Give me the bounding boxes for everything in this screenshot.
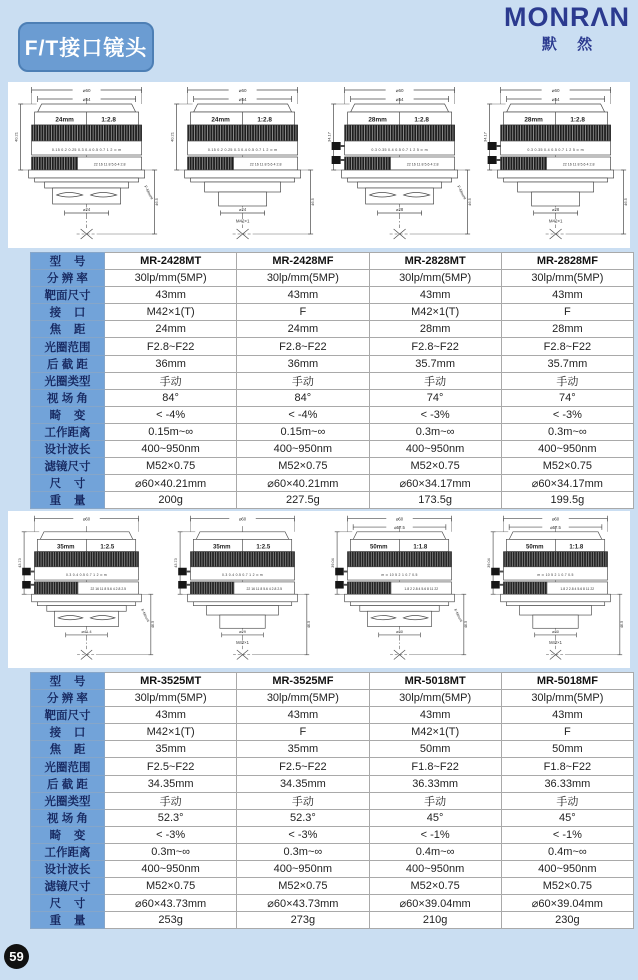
spec-cell: 30lp/mm(5MP): [501, 270, 633, 287]
svg-text:46.5: 46.5: [151, 620, 156, 629]
spec-cell: 199.5g: [501, 492, 633, 509]
spec-row-label: 型 号: [31, 673, 105, 690]
spec-cell: M52×0.75: [501, 458, 633, 475]
svg-text:⌀60: ⌀60: [551, 516, 559, 522]
spec-row: [31, 270, 634, 287]
spec-cell: 24mm: [237, 321, 369, 338]
spec-row-label: 接 口: [31, 304, 105, 321]
spec-cell: 0.3m~∞: [501, 423, 633, 440]
spec-cell: 34.35mm: [237, 775, 369, 792]
svg-text:m ∞ 10 5 2 1 0.7 0.5: m ∞ 10 5 2 1 0.7 0.5: [380, 573, 418, 578]
spec-cell: 0.4m~∞: [369, 843, 501, 860]
spec-row-label: 工作距离: [31, 423, 105, 440]
spec-cell: < -1%: [369, 826, 501, 843]
svg-text:M42×1: M42×1: [548, 639, 562, 645]
svg-text:22 16 11 8 5.6 4 2.8: 22 16 11 8 5.6 4 2.8: [93, 162, 126, 167]
spec-cell: 227.5g: [237, 492, 369, 509]
svg-text:1:2.8: 1:2.8: [101, 116, 116, 124]
spec-cell: 74°: [501, 389, 633, 406]
spec-cell: M52×0.75: [501, 878, 633, 895]
spec-cell: 43mm: [237, 707, 369, 724]
spec-row-label: 焦 距: [31, 321, 105, 338]
svg-text:46.5: 46.5: [463, 620, 468, 629]
spec-row: [31, 423, 634, 440]
svg-text:F-Mount: F-Mount: [455, 184, 468, 201]
svg-text:1:2.5: 1:2.5: [100, 544, 115, 551]
svg-text:1:2.8: 1:2.8: [413, 116, 429, 124]
spec-cell: M52×0.75: [105, 878, 237, 895]
svg-text:1.8 2 2.8 4 5.6 8 11 22: 1.8 2 2.8 4 5.6 8 11 22: [560, 587, 594, 592]
spec-cell: 30lp/mm(5MP): [369, 270, 501, 287]
svg-text:⌀29: ⌀29: [239, 629, 247, 635]
spec-row-label: 畸 变: [31, 826, 105, 843]
brand-name: MONRΛN: [504, 2, 630, 32]
spec-cell: 手动: [501, 792, 633, 809]
svg-text:22 16 11 8 5.6 4 2.8: 22 16 11 8 5.6 4 2.8: [250, 162, 282, 167]
spec-cell: 36.33mm: [501, 775, 633, 792]
spec-row-label: 畸 变: [31, 406, 105, 423]
spec-cell: 43mm: [105, 287, 237, 304]
model-cell: MR-2428MF: [237, 253, 369, 270]
svg-text:m ∞ 10 5 2 1 0.7 0.5: m ∞ 10 5 2 1 0.7 0.5: [537, 573, 574, 578]
svg-text:1:2.5: 1:2.5: [256, 544, 271, 551]
spec-cell: 手动: [237, 792, 369, 809]
svg-text:28mm: 28mm: [367, 116, 387, 124]
svg-text:M42×1: M42×1: [236, 218, 250, 224]
spec-row: [31, 287, 634, 304]
spec-row-label: 滤镜尺寸: [31, 458, 105, 475]
svg-text:0.3 0.4 0.5 0.7 1 2 ∞ m: 0.3 0.4 0.5 0.7 1 2 ∞ m: [66, 573, 108, 578]
spec-cell: M52×0.75: [237, 458, 369, 475]
spec-row-label: 靶面尺寸: [31, 287, 105, 304]
spec-cell: 43mm: [369, 287, 501, 304]
spec-cell: < -4%: [105, 406, 237, 423]
spec-cell: 400~950nm: [501, 441, 633, 458]
spec-table-2: [30, 672, 634, 929]
spec-cell: 400~950nm: [237, 861, 369, 878]
svg-text:46.5: 46.5: [622, 198, 628, 206]
svg-text:⌀54: ⌀54: [395, 96, 403, 102]
spec-cell: 35.7mm: [501, 355, 633, 372]
spec-cell: 30lp/mm(5MP): [105, 690, 237, 707]
spec-cell: 28mm: [369, 321, 501, 338]
spec-row-label: 设计波长: [31, 861, 105, 878]
spec-cell: M52×0.75: [105, 458, 237, 475]
spec-cell: 0.4m~∞: [501, 843, 633, 860]
spec-cell: 手动: [105, 792, 237, 809]
spec-cell: 30lp/mm(5MP): [501, 690, 633, 707]
lens-technical-drawing: [8, 82, 161, 248]
svg-text:46.5: 46.5: [466, 198, 472, 206]
spec-cell: 0.3m~∞: [105, 843, 237, 860]
spec-cell: M52×0.75: [369, 458, 501, 475]
model-cell: MR-2828MT: [369, 253, 501, 270]
spec-cell: 400~950nm: [501, 861, 633, 878]
spec-row-label: 分 辨 率: [31, 270, 105, 287]
svg-text:22 16 11 8 5.6 4 2.8 2.5: 22 16 11 8 5.6 4 2.8 2.5: [90, 587, 127, 592]
svg-text:1:1.8: 1:1.8: [412, 544, 427, 551]
spec-table-1: [30, 252, 634, 509]
spec-cell: 50mm: [501, 741, 633, 758]
spec-cell: 400~950nm: [105, 861, 237, 878]
spec-row: [31, 792, 634, 809]
spec-cell: 24mm: [105, 321, 237, 338]
page-number-badge: 59: [4, 944, 29, 969]
spec-cell: M42×1(T): [369, 724, 501, 741]
svg-text:⌀60: ⌀60: [239, 516, 247, 522]
spec-row-label: 工作距离: [31, 843, 105, 860]
spec-row: [31, 372, 634, 389]
spec-row: [31, 321, 634, 338]
svg-text:⌀30: ⌀30: [395, 629, 403, 635]
svg-text:46.5: 46.5: [154, 198, 160, 206]
spec-cell: F2.8~F22: [105, 338, 237, 355]
spec-row-label: 设计波长: [31, 441, 105, 458]
svg-text:F-Mount: F-Mount: [452, 608, 463, 623]
svg-text:⌀60: ⌀60: [239, 87, 247, 93]
spec-row-label: 型 号: [31, 253, 105, 270]
spec-cell: 50mm: [369, 741, 501, 758]
spec-row: [31, 253, 634, 270]
svg-text:0.3 0.35 0.4 0.5 0.7 1 2 5: 0.3 0.35 0.4 0.5 0.7 1 2 5 ∞ m: [527, 147, 584, 152]
spec-row-label: 光圈范围: [31, 758, 105, 775]
spec-cell: 0.3m~∞: [369, 423, 501, 440]
spec-cell: 43mm: [369, 707, 501, 724]
spec-cell: 200g: [105, 492, 237, 509]
svg-text:24mm: 24mm: [55, 116, 74, 124]
svg-text:M42×1: M42×1: [236, 639, 250, 645]
spec-row: [31, 861, 634, 878]
spec-cell: ⌀60×43.73mm: [105, 895, 237, 912]
svg-text:22 16 11 8 5.6 4 2.8: 22 16 11 8 5.6 4 2.8: [562, 162, 595, 167]
spec-row: [31, 441, 634, 458]
spec-cell: M42×1(T): [105, 304, 237, 321]
svg-text:⌀41.4: ⌀41.4: [81, 629, 92, 635]
svg-text:⌀54: ⌀54: [551, 96, 560, 102]
spec-row-label: 滤镜尺寸: [31, 878, 105, 895]
spec-cell: 手动: [237, 372, 369, 389]
spec-row-label: 尺 寸: [31, 475, 105, 492]
svg-text:⌀60: ⌀60: [82, 516, 91, 522]
svg-text:⌀54: ⌀54: [239, 96, 247, 102]
spec-cell: F2.8~F22: [501, 338, 633, 355]
lens-technical-drawing: [8, 511, 161, 668]
svg-text:39.04: 39.04: [486, 558, 491, 568]
brand-logo: [504, 4, 630, 54]
svg-text:35mm: 35mm: [56, 544, 75, 551]
spec-cell: 0.3m~∞: [237, 843, 369, 860]
svg-text:1:1.8: 1:1.8: [569, 544, 583, 551]
spec-cell: 28mm: [501, 321, 633, 338]
spec-cell: 43mm: [501, 287, 633, 304]
spec-cell: 手动: [369, 792, 501, 809]
spec-row-label: 后 截 距: [31, 775, 105, 792]
spec-row: [31, 355, 634, 372]
svg-text:0.15 0.2 0.25 0.3 0.4 0.5 0.7: 0.15 0.2 0.25 0.3 0.4 0.5 0.7 1 2 ∞ m: [51, 147, 122, 152]
spec-row: [31, 724, 634, 741]
spec-cell: 400~950nm: [105, 441, 237, 458]
spec-cell: ⌀60×34.17mm: [501, 475, 633, 492]
brand-name-chinese: 默 然: [541, 36, 601, 53]
spec-row-label: 重 量: [31, 912, 105, 929]
svg-text:0.15 0.2 0.25 0.3 0.4 0.5 0.7: 0.15 0.2 0.25 0.3 0.4 0.5 0.7 1 2 ∞ m: [208, 147, 278, 152]
spec-row: [31, 673, 634, 690]
lens-technical-drawing: [477, 82, 630, 248]
spec-cell: 273g: [237, 912, 369, 929]
page-title: F/T接口镜头: [18, 22, 154, 72]
spec-cell: ⌀60×40.21mm: [105, 475, 237, 492]
svg-text:⌀57.5: ⌀57.5: [393, 524, 405, 530]
svg-text:43.73: 43.73: [18, 558, 23, 568]
spec-row: [31, 475, 634, 492]
spec-row: [31, 406, 634, 423]
spec-row-label: 光圈类型: [31, 372, 105, 389]
spec-row-label: 视 场 角: [31, 809, 105, 826]
spec-cell: 0.15m~∞: [237, 423, 369, 440]
svg-text:24mm: 24mm: [211, 116, 231, 124]
spec-cell: < -3%: [237, 826, 369, 843]
spec-cell: M42×1(T): [105, 724, 237, 741]
svg-text:⌀24: ⌀24: [83, 207, 91, 213]
spec-cell: F: [501, 304, 633, 321]
svg-text:1:2.8: 1:2.8: [257, 116, 273, 124]
spec-row-label: 尺 寸: [31, 895, 105, 912]
spec-row: [31, 304, 634, 321]
spec-row: [31, 878, 634, 895]
spec-cell: 43mm: [105, 707, 237, 724]
spec-cell: F: [501, 724, 633, 741]
spec-cell: 36mm: [237, 355, 369, 372]
spec-cell: ⌀60×39.04mm: [369, 895, 501, 912]
spec-cell: F1.8~F22: [501, 758, 633, 775]
spec-cell: 43mm: [501, 707, 633, 724]
spec-cell: M52×0.75: [369, 878, 501, 895]
svg-text:⌀60: ⌀60: [551, 87, 560, 93]
svg-text:⌀57.5: ⌀57.5: [549, 524, 561, 530]
spec-cell: 35mm: [105, 741, 237, 758]
svg-text:⌀60: ⌀60: [395, 87, 403, 93]
svg-text:⌀54: ⌀54: [82, 96, 91, 102]
spec-cell: 84°: [105, 389, 237, 406]
spec-cell: F2.5~F22: [105, 758, 237, 775]
spec-cell: 34.35mm: [105, 775, 237, 792]
spec-row: [31, 389, 634, 406]
lens-technical-drawing: [477, 511, 630, 668]
spec-row-label: 视 场 角: [31, 389, 105, 406]
svg-text:35mm: 35mm: [213, 544, 231, 551]
spec-cell: 52.3°: [237, 809, 369, 826]
svg-text:46.5: 46.5: [619, 620, 624, 629]
spec-cell: ⌀60×43.73mm: [237, 895, 369, 912]
spec-cell: 30lp/mm(5MP): [369, 690, 501, 707]
spec-row-label: 焦 距: [31, 741, 105, 758]
spec-row: [31, 912, 634, 929]
spec-cell: 手动: [501, 372, 633, 389]
svg-text:0.3 0.35 0.4 0.5 0.7 1 2 5: 0.3 0.35 0.4 0.5 0.7 1 2 5 ∞ m: [370, 147, 428, 152]
spec-cell: ⌀60×40.21mm: [237, 475, 369, 492]
spec-cell: 400~950nm: [369, 441, 501, 458]
svg-text:50mm: 50mm: [525, 544, 544, 551]
svg-text:46.5: 46.5: [310, 198, 316, 206]
svg-text:⌀24: ⌀24: [239, 207, 247, 213]
spec-cell: 74°: [369, 389, 501, 406]
spec-cell: 手动: [369, 372, 501, 389]
spec-cell: < -4%: [237, 406, 369, 423]
svg-text:28mm: 28mm: [524, 116, 543, 124]
spec-cell: F2.5~F22: [237, 758, 369, 775]
spec-cell: 400~950nm: [237, 441, 369, 458]
lens-drawings-row-1: [8, 82, 630, 248]
spec-row-label: 分 辨 率: [31, 690, 105, 707]
svg-text:M42×1: M42×1: [548, 218, 563, 224]
spec-row: [31, 809, 634, 826]
spec-cell: 35mm: [237, 741, 369, 758]
lens-drawings-row-2: [8, 511, 630, 668]
svg-text:⌀28: ⌀28: [395, 207, 403, 213]
spec-cell: F: [237, 724, 369, 741]
spec-row: [31, 741, 634, 758]
spec-cell: 230g: [501, 912, 633, 929]
spec-row: [31, 895, 634, 912]
spec-cell: 210g: [369, 912, 501, 929]
spec-cell: F: [237, 304, 369, 321]
spec-cell: ⌀60×34.17mm: [369, 475, 501, 492]
svg-text:⌀60: ⌀60: [82, 87, 91, 93]
lens-technical-drawing: [321, 511, 474, 668]
spec-row-label: 光圈类型: [31, 792, 105, 809]
spec-cell: < -3%: [501, 406, 633, 423]
spec-cell: 30lp/mm(5MP): [237, 690, 369, 707]
spec-cell: ⌀60×39.04mm: [501, 895, 633, 912]
spec-row: [31, 843, 634, 860]
spec-row: [31, 690, 634, 707]
svg-text:F-Mount: F-Mount: [140, 608, 151, 623]
model-cell: MR-2428MT: [105, 253, 237, 270]
svg-text:40.21: 40.21: [13, 131, 19, 143]
spec-cell: < -3%: [105, 826, 237, 843]
spec-cell: 0.15m~∞: [105, 423, 237, 440]
spec-row: [31, 707, 634, 724]
spec-row-label: 后 截 距: [31, 355, 105, 372]
spec-cell: F2.8~F22: [369, 338, 501, 355]
spec-cell: 36.33mm: [369, 775, 501, 792]
spec-cell: 84°: [237, 389, 369, 406]
spec-cell: < -3%: [369, 406, 501, 423]
svg-text:43.73: 43.73: [174, 558, 179, 568]
spec-row: [31, 758, 634, 775]
model-cell: MR-3525MT: [105, 673, 237, 690]
svg-text:22 16 11 8 5.6 4 2.8 2.5: 22 16 11 8 5.6 4 2.8 2.5: [246, 587, 283, 592]
svg-text:46.5: 46.5: [307, 620, 312, 629]
spec-row-label: 接 口: [31, 724, 105, 741]
spec-row: [31, 826, 634, 843]
lens-technical-drawing: [164, 511, 317, 668]
spec-cell: 173.5g: [369, 492, 501, 509]
spec-cell: F1.8~F22: [369, 758, 501, 775]
svg-text:34.17: 34.17: [482, 131, 488, 143]
svg-text:34.17: 34.17: [325, 131, 331, 143]
spec-row: [31, 458, 634, 475]
svg-text:39.04: 39.04: [330, 558, 335, 568]
spec-cell: 45°: [501, 809, 633, 826]
spec-cell: M42×1(T): [369, 304, 501, 321]
spec-cell: 36mm: [105, 355, 237, 372]
spec-row-label: 光圈范围: [31, 338, 105, 355]
spec-cell: 手动: [105, 372, 237, 389]
model-cell: MR-5018MT: [369, 673, 501, 690]
spec-row: [31, 338, 634, 355]
spec-cell: 52.3°: [105, 809, 237, 826]
spec-cell: 400~950nm: [369, 861, 501, 878]
spec-row-label: 靶面尺寸: [31, 707, 105, 724]
lens-technical-drawing: [164, 82, 317, 248]
svg-text:40.21: 40.21: [169, 131, 175, 143]
spec-row: [31, 775, 634, 792]
spec-cell: 30lp/mm(5MP): [105, 270, 237, 287]
model-cell: MR-5018MF: [501, 673, 633, 690]
lens-technical-drawing: [321, 82, 474, 248]
svg-text:⌀60: ⌀60: [395, 516, 403, 522]
model-cell: MR-3525MF: [237, 673, 369, 690]
spec-cell: 253g: [105, 912, 237, 929]
spec-cell: 35.7mm: [369, 355, 501, 372]
svg-text:22 16 11 8 5.6 4 2.8: 22 16 11 8 5.6 4 2.8: [406, 162, 438, 167]
spec-row-label: 重 量: [31, 492, 105, 509]
spec-row: [31, 492, 634, 509]
spec-cell: 43mm: [237, 287, 369, 304]
svg-text:1.8 2 2.8 4 5.6 8 11 22: 1.8 2 2.8 4 5.6 8 11 22: [403, 587, 438, 592]
spec-cell: F2.8~F22: [237, 338, 369, 355]
spec-cell: 45°: [369, 809, 501, 826]
spec-cell: M52×0.75: [237, 878, 369, 895]
svg-text:F-Mount: F-Mount: [143, 184, 155, 201]
svg-text:50mm: 50mm: [369, 544, 387, 551]
svg-text:1:2.8: 1:2.8: [570, 116, 585, 124]
svg-text:⌀30: ⌀30: [551, 629, 559, 635]
spec-cell: < -1%: [501, 826, 633, 843]
svg-text:0.3 0.4 0.5 0.7 1 2 ∞ m: 0.3 0.4 0.5 0.7 1 2 ∞ m: [222, 573, 264, 578]
spec-cell: 30lp/mm(5MP): [237, 270, 369, 287]
svg-text:⌀28: ⌀28: [551, 207, 559, 213]
model-cell: MR-2828MF: [501, 253, 633, 270]
